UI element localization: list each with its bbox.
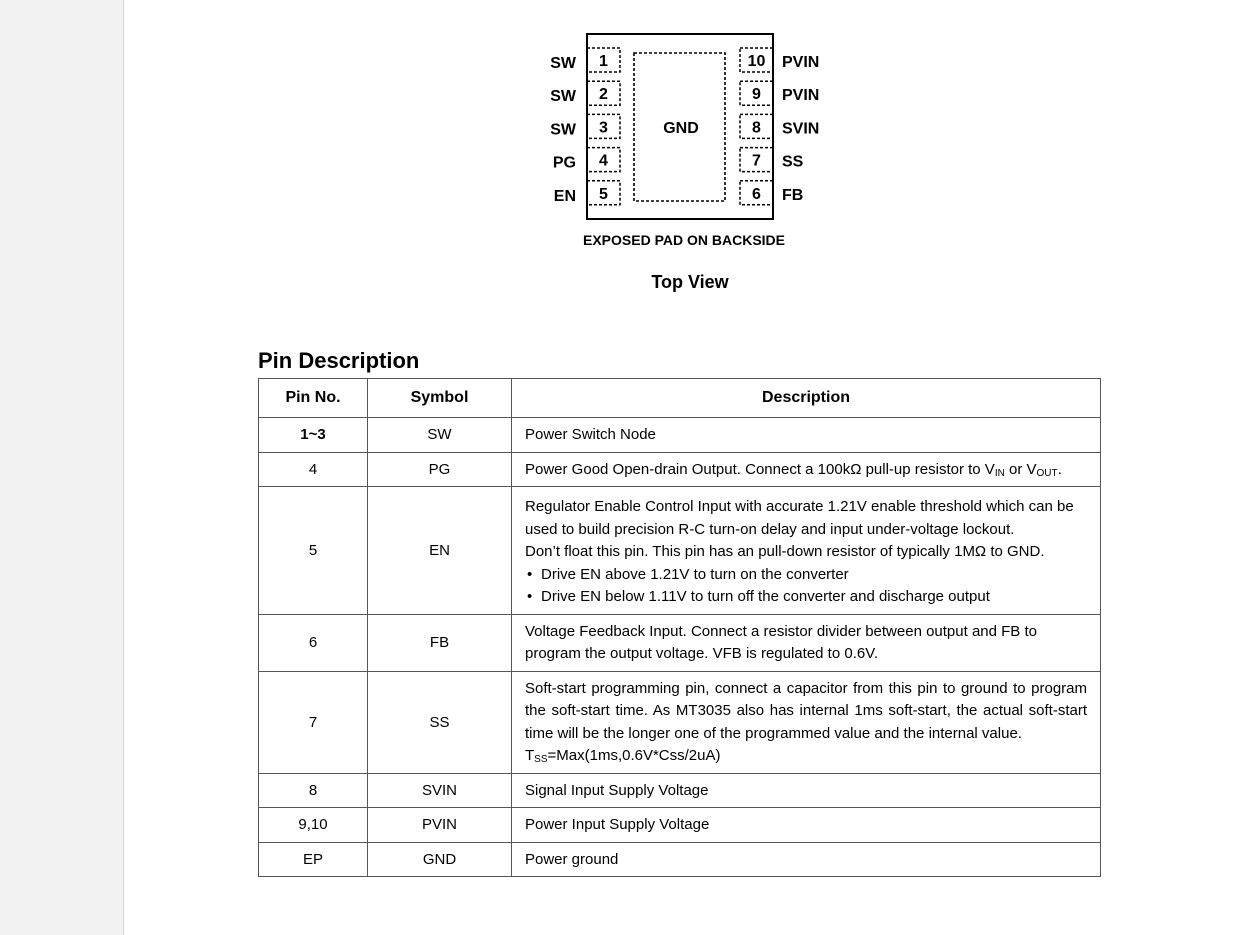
pin-number-label: 9 (752, 86, 761, 104)
desc-line: Don’t float this pin. This pin has an pull-down resistor of typically 1MΩ to GND. (525, 543, 1045, 560)
formula-line (525, 745, 1087, 768)
document-page (124, 0, 1238, 935)
pin-symbol: SVIN (368, 773, 512, 808)
pin-name-label: PG (552, 154, 576, 172)
viewer-left-gutter (0, 0, 124, 935)
bullet-text: Drive EN below 1.11V to turn off the converter and discharge output (541, 588, 990, 605)
table-row (259, 418, 1101, 453)
pin-description (512, 452, 1101, 487)
table-row (259, 808, 1101, 843)
pin-name-label: SW (550, 55, 576, 72)
pin-symbol: GND (368, 842, 512, 877)
pin-name-label: FB (782, 186, 804, 204)
pin-number-label: 2 (599, 86, 608, 104)
pin-number-label: 6 (752, 185, 761, 203)
top-view-caption: Top View (651, 272, 729, 292)
bullet-item (525, 564, 1087, 587)
formula-rest: =Max(1ms,0.6V*Css/2uA) (547, 747, 721, 764)
pin-description-title: Pin Description (258, 348, 420, 373)
pin-symbol: SS (368, 671, 512, 773)
left-pins-group (550, 48, 620, 205)
pin-symbol: PVIN (368, 808, 512, 843)
table-row (259, 773, 1101, 808)
bullet-text: Drive EN above 1.21V to turn on the converter (541, 565, 849, 583)
pin-number-label: 5 (599, 185, 608, 203)
pin-name-label: EN (553, 187, 576, 205)
pin-number-label: 4 (599, 152, 608, 170)
pin-description (512, 487, 1101, 615)
table-row (259, 452, 1101, 487)
pin-number: 7 (259, 671, 368, 773)
pin-description: Power Input Supply Voltage (512, 808, 1101, 843)
pin-name-label: SS (782, 153, 804, 171)
pin-description: Voltage Feedback Input. Connect a resistor divider between output and FB to program the output voltage. VFB is regulated to 0.6V. (512, 614, 1101, 671)
header-symbol: Symbol (368, 379, 512, 418)
pin-description (512, 671, 1101, 773)
table-row (259, 487, 1101, 615)
pin-number-label: 7 (752, 152, 761, 170)
table-row (259, 671, 1101, 773)
header-pin-no: Pin No. (259, 379, 368, 418)
pin-name-label: PVIN (782, 87, 820, 105)
formula-t: T (525, 747, 535, 764)
pin-name-label: PVIN (782, 54, 820, 71)
exposed-pad-caption: EXPOSED PAD ON BACKSIDE (583, 232, 785, 248)
desc-line: Regulator Enable Control Input with accurate 1.21V enable threshold which can be used to build precision R-C turn-on delay and input under-voltage lockout. (525, 498, 1074, 538)
pin-number: 6 (259, 614, 368, 671)
bullet-item (525, 586, 1087, 609)
pin-number: 9,10 (259, 808, 368, 843)
pin-number: 5 (259, 487, 368, 615)
desc-text: or V (1004, 460, 1037, 478)
pin-description: Power ground (512, 842, 1101, 877)
pin-name-label: SVIN (782, 120, 820, 138)
desc-text: Power Good Open-drain Output. Connect a 100kΩ pull-up resistor to V (525, 460, 995, 478)
center-gnd-label: GND (663, 120, 699, 137)
pin-number-label: 1 (599, 53, 608, 70)
desc-text: . (1057, 460, 1062, 478)
pin-number: 8 (259, 773, 368, 808)
pin-name-label: SW (550, 121, 576, 139)
pin-number: 1~3 (259, 418, 368, 453)
pin-number: EP (259, 842, 368, 877)
pin-symbol: EN (368, 487, 512, 615)
pin-symbol: FB (368, 614, 512, 671)
pin-symbol: SW (368, 418, 512, 453)
right-pins-group (740, 48, 819, 205)
formula-subscript: SS (534, 754, 548, 765)
vin-subscript: IN (994, 467, 1005, 479)
table-header-row (259, 379, 1101, 418)
pin-number: 4 (259, 452, 368, 487)
pin-name-label: SW (550, 88, 576, 106)
vout-subscript: OUT (1036, 467, 1058, 479)
header-description: Description (512, 379, 1101, 418)
pin-number-label: 8 (752, 119, 761, 137)
pin-description: Power Switch Node (512, 418, 1101, 453)
pin-number-label: 3 (599, 119, 608, 137)
pin-description-table (258, 378, 1101, 877)
pin-description: Signal Input Supply Voltage (512, 773, 1101, 808)
bullet-dot: • (527, 588, 533, 605)
desc-text: Soft-start programming pin, connect a capacitor from this pin to ground to program the soft-start time. As MT3035 also has internal 1ms soft-start, the actual soft-start time will be the longer one of the programmed value and the internal value. (525, 679, 1087, 742)
table-row (259, 842, 1101, 877)
table-row (259, 614, 1101, 671)
package-pinout-diagram (124, 0, 1238, 230)
bullet-dot: • (527, 565, 533, 583)
pin-number-label: 10 (747, 53, 766, 70)
pin-symbol: PG (368, 452, 512, 487)
